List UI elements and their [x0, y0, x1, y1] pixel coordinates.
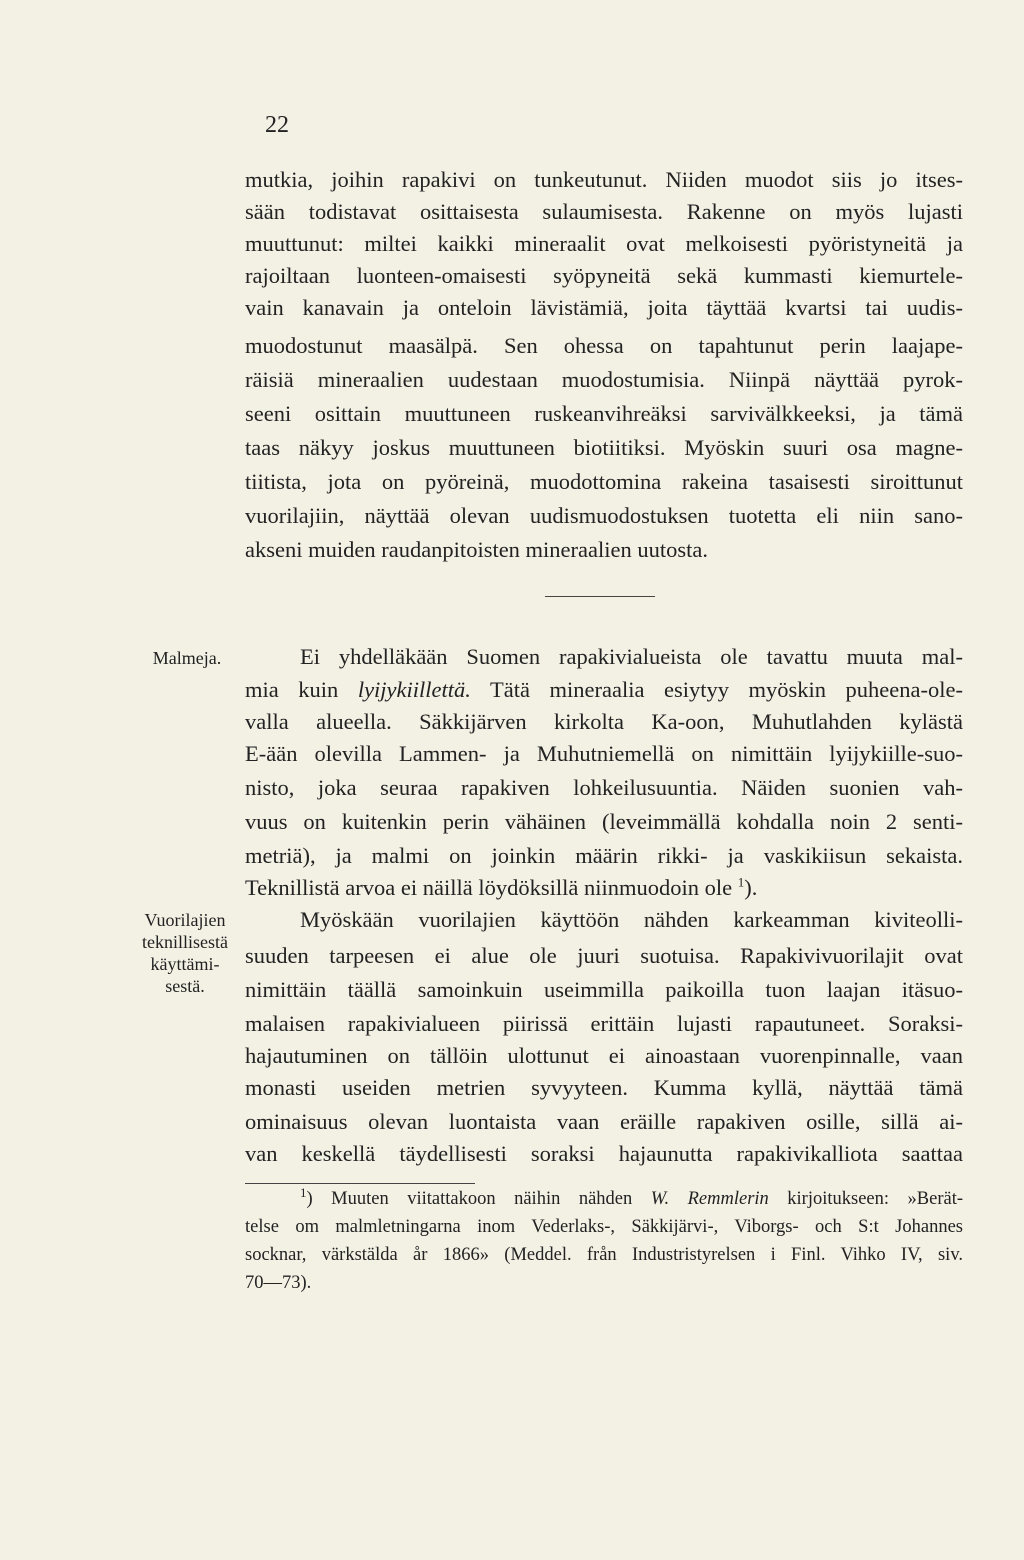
text-line: nisto, joka seuraa rapakiven lohkeilusuuntia. Näiden suonien vah- [245, 775, 963, 800]
text-line: metriä), ja malmi on joinkin määrin rikki- ja vaskikiisun sekaista. [245, 843, 963, 868]
footnote-line [300, 1186, 963, 1212]
text-line: suuden tarpeesen ei alue ole juuri suotuisa. Rapakivivuorilajit ovat [245, 943, 963, 968]
text-line: seeni osittain muuttuneen ruskeanvihreäksi sarvivälkkeeksi, ja tämä [245, 401, 963, 426]
text-line: van keskellä täydellisesti soraksi hajaunutta rapakivikalliota saattaa [245, 1141, 963, 1166]
text-line: vuorilajiin, näyttää olevan uudismuodostuksen tuotetta eli niin sano- [245, 503, 963, 528]
footnote-rule [245, 1183, 475, 1184]
footnote-line: 70—73). [245, 1273, 312, 1293]
text-line: rajoiltaan luonteen-omaisesti syöpyneitä sekä kummasti kiemurtele- [245, 263, 963, 288]
text-line [245, 674, 963, 706]
section-separator [545, 596, 655, 597]
text-span: kirjoitukseen: »Berät- [768, 1189, 963, 1209]
text-line: taas näkyy joskus muuttuneen biotiitiksi. Myöskin suuri osa magne- [245, 435, 963, 460]
text-line: E-ään olevilla Lammen- ja Muhutniemellä on nimittäin lyijykiille-suo- [245, 741, 963, 766]
text-span: Teknillistä arvoa ei näillä löydöksillä niinmuodoin ole [245, 875, 733, 900]
text-line: vuus on kuitenkin perin vähäinen (leveimmällä kohdalla noin 2 senti- [245, 809, 963, 834]
text-line: valla alueella. Säkkijärven kirkolta Ka-oon, Muhutlahden kylästä [245, 709, 963, 734]
text-line: muodostunut maasälpä. Sen ohessa on tapahtunut perin laajape- [245, 333, 963, 358]
text-line: monasti useiden metrien syvyyteen. Kumma kyllä, näyttää tämä [245, 1075, 963, 1100]
text-line: muuttunut: miltei kaikki mineraalit ovat melkoisesti pyöristyneitä ja [245, 231, 963, 256]
author-name-italic: W. Remmlerin [650, 1189, 769, 1209]
text-line: akseni muiden raudanpitoisten mineraalien uutosta. [245, 537, 708, 562]
margin-note-line: sestä. [165, 976, 205, 996]
text-line: Ei yhdelläkään Suomen rapakivialueista ole tavattu muuta mal- [300, 644, 963, 669]
text-line: malaisen rapakivialueen piirissä erittäin lujasti rapautuneet. Soraksi- [245, 1011, 963, 1036]
text-line: vain kanavain ja onteloin lävistämiä, joita täyttää kvartsi tai uudis- [245, 295, 963, 320]
footnote-line: telse om malmletningarna inom Vederlaks-, Säkkijärvi-, Viborgs- och S:t Johannes [245, 1217, 963, 1237]
page-number: 22 [265, 112, 289, 138]
text-line: mutkia, joihin rapakivi on tunkeutunut. Niiden muodot siis jo itses- [245, 167, 963, 192]
text-line: ominaisuus olevan luontaista vaan eräille rapakiven osille, sillä ai- [245, 1109, 963, 1134]
text-span: mia kuin [245, 677, 358, 702]
footnote-marker: 1 [300, 1184, 307, 1200]
text-line: tiitista, jota on pyöreinä, muodottomina rakeina tasaisesti siroittunut [245, 469, 963, 494]
mineral-name-italic: lyijykiillettä. [357, 677, 471, 702]
margin-note-line: Vuorilajien [144, 910, 226, 930]
text-span: Tätä mineraalia esiytyy myöskin puheena-ole- [470, 677, 963, 702]
margin-note-malmeja: Malmeja. [152, 648, 222, 668]
margin-note-line: käyttämi- [150, 954, 220, 974]
text-line: Myöskään vuorilajien käyttöön nähden karkeamman kiviteolli- [300, 907, 963, 932]
text-span: ). [744, 875, 758, 900]
text-line: hajautuminen on tällöin ulottunut ei ainoastaan vuorenpinnalle, vaan [245, 1043, 963, 1068]
text-line: nimittäin täällä samoinkuin useimmilla paikoilla tuon laajan itäsuo- [245, 977, 963, 1002]
margin-note-vuorilajien [126, 909, 244, 997]
margin-note-line: teknillisestä [142, 932, 228, 952]
text-line: sään todistavat osittaisesta sulaumisesta. Rakenne on myös lujasti [245, 199, 963, 224]
footnote-reference: 1 [737, 874, 745, 890]
text-line [245, 872, 963, 904]
footnote-line: socknar, värkstälda år 1866» (Meddel. från Industristyrelsen i Finl. Vihko IV, siv. [245, 1245, 963, 1265]
text-line: räisiä mineraalien uudestaan muodostumisia. Niinpä näyttää pyrok- [245, 367, 963, 392]
text-span: ) Muuten viitattakoon näihin nähden [306, 1189, 651, 1209]
